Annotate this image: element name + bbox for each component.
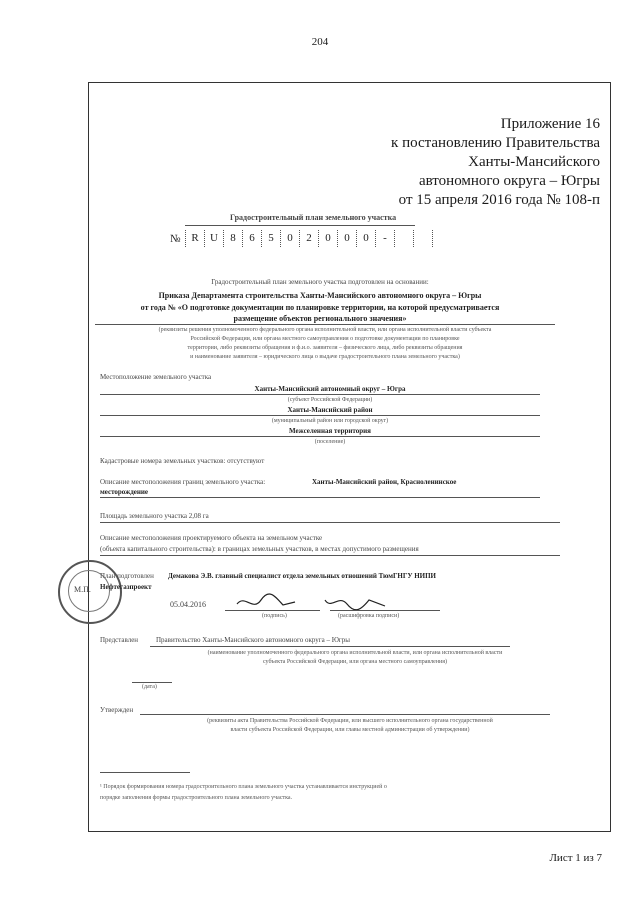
presented-underline xyxy=(150,646,510,647)
approved-note-2: власти субъекта Российской Федерации, или главы местной администрации об утверждении) xyxy=(230,727,470,733)
basis-line-3: размещение объектов регионального значения» xyxy=(233,314,407,323)
number-prefix: № xyxy=(170,233,181,245)
boundaries-underline xyxy=(100,497,540,498)
district-note: (муниципальный район или городской округ) xyxy=(271,418,389,424)
official-stamp xyxy=(58,560,122,624)
page-number: 204 xyxy=(311,36,329,48)
prepared-intro: Градостроительный план земельного участка подготовлен на основании: xyxy=(211,278,429,286)
signature-strokes xyxy=(235,590,435,615)
number-box: 0 xyxy=(357,230,376,247)
boundaries-label: Описание местоположения границ земельного участка: xyxy=(100,478,266,486)
plan-title: Градостроительный план земельного участка xyxy=(230,213,397,222)
prepared-by-label: План подготовлен xyxy=(100,572,154,580)
number-box: 8 xyxy=(224,230,243,247)
presented-value: Правительство Ханты-Мансийского автономного округа – Югры xyxy=(156,636,351,644)
object-label-1: Описание местоположения проектируемого объекта на земельном участке xyxy=(100,534,323,542)
presented-note-2: субъекта Российской Федерации, или органа местного самоуправления) xyxy=(262,659,448,665)
prepared-by-value-2: Нефтегазпроект xyxy=(100,583,152,591)
number-box: 0 xyxy=(319,230,338,247)
appendix-line-3: Ханты-Мансийского xyxy=(468,154,600,170)
basis-note-4: и наименование заявителя – юридического лица о выдаче градостроительного плана земельного участка) xyxy=(190,354,460,360)
number-box: R xyxy=(185,230,205,247)
presented-note-1: (наименование уполномоченного федерального органа исполнительной власти, или органа исполнительной власти xyxy=(207,650,503,656)
number-box xyxy=(395,230,414,247)
presented-label: Представлен xyxy=(100,636,139,644)
basis-line-2: от года № «О подготовке документации по планировке территории, на которой предусматривается xyxy=(140,303,500,312)
number-box: 5 xyxy=(262,230,281,247)
location-settlement: Межселенная территория xyxy=(289,427,371,435)
boundaries-value-2: месторождение xyxy=(100,488,149,496)
appendix-block xyxy=(270,115,600,210)
location-subject: Ханты-Мансийский автономный округ – Югра xyxy=(254,385,406,393)
number-box: - xyxy=(376,230,395,247)
footnote-line-1: ¹ Порядок формирования номера градостроительного плана земельного участка устанавливается инструкцией о xyxy=(100,784,387,790)
date-label: (дата) xyxy=(142,684,157,690)
number-box xyxy=(414,230,433,247)
title-underline xyxy=(185,225,415,226)
signature-decode-note: (расшифровка подписи) xyxy=(338,613,400,619)
prepared-date: 05.04.2016 xyxy=(170,600,206,609)
settlement-underline xyxy=(100,436,540,437)
subject-note: (субъект Российской Федерации) xyxy=(287,397,373,403)
number-box: 2 xyxy=(300,230,319,247)
footnote-line-2: порядке заполнения формы градостроительного плана земельного участка. xyxy=(100,795,293,801)
area-underline xyxy=(100,522,560,523)
basis-note-3: территории, либо реквизиты обращения и ф.и.о. заявителя – физического лица, либо реквизиты обращения xyxy=(187,345,463,351)
cadastral-numbers: Кадастровые номера земельных участков: отсутствуют xyxy=(100,457,265,465)
object-label-2: (объекта капитального строительства): в границах земельных участков, в местах допустимого размещения xyxy=(100,545,419,553)
approved-note-1: (реквизиты акта Правительства Российской Федерации, или высшего исполнительного органа государственной xyxy=(207,718,493,724)
location-district: Ханты-Мансийский район xyxy=(287,406,373,414)
basis-note-2: Российской Федерации, или органа местного самоуправления о подготовке документации по планировке xyxy=(190,336,460,342)
approved-underline xyxy=(140,714,550,715)
number-box: 6 xyxy=(243,230,262,247)
area: Площадь земельного участка 2,08 га xyxy=(100,512,209,520)
basis-underline xyxy=(95,324,555,325)
settlement-note: (поселение) xyxy=(314,439,346,445)
basis-note-1: (реквизиты решения уполномоченного федерального органа исполнительной власти, или органа исполнительной власти субъекта xyxy=(158,327,492,333)
number-box: 0 xyxy=(338,230,357,247)
number-box: U xyxy=(205,230,224,247)
boundaries-value: Ханты-Мансийский район, Красноленинское xyxy=(312,478,457,486)
location-label: Местоположение земельного участка xyxy=(100,373,212,381)
sheet-label: Лист 1 из 7 xyxy=(549,852,602,864)
appendix-line-1: Приложение 16 xyxy=(500,116,600,132)
appendix-line-4: автономного округа – Югры xyxy=(418,173,600,189)
signature-decode-line xyxy=(330,610,440,611)
plan-number-boxes xyxy=(185,230,433,247)
approved-label: Утвержден xyxy=(100,706,134,714)
footnote-separator xyxy=(100,772,190,773)
prepared-by-value: Демакова Э.В. главный специалист отдела земельных отношений ТюмГНГУ НИПИ xyxy=(168,572,436,580)
signature-line xyxy=(225,610,320,611)
stamp-label: М.П. xyxy=(74,585,91,594)
number-box: 0 xyxy=(281,230,300,247)
subject-underline xyxy=(100,394,540,395)
basis-line-1: Приказа Департамента строительства Ханты-Мансийского автономного округа – Югры xyxy=(158,291,482,300)
district-underline xyxy=(100,415,540,416)
appendix-line-2: к постановлению Правительства xyxy=(391,135,600,151)
object-underline xyxy=(100,555,560,556)
date-line xyxy=(132,682,172,683)
signature-note: (подпись) xyxy=(262,613,287,619)
appendix-line-5: от 15 апреля 2016 года № 108-п xyxy=(398,192,600,208)
